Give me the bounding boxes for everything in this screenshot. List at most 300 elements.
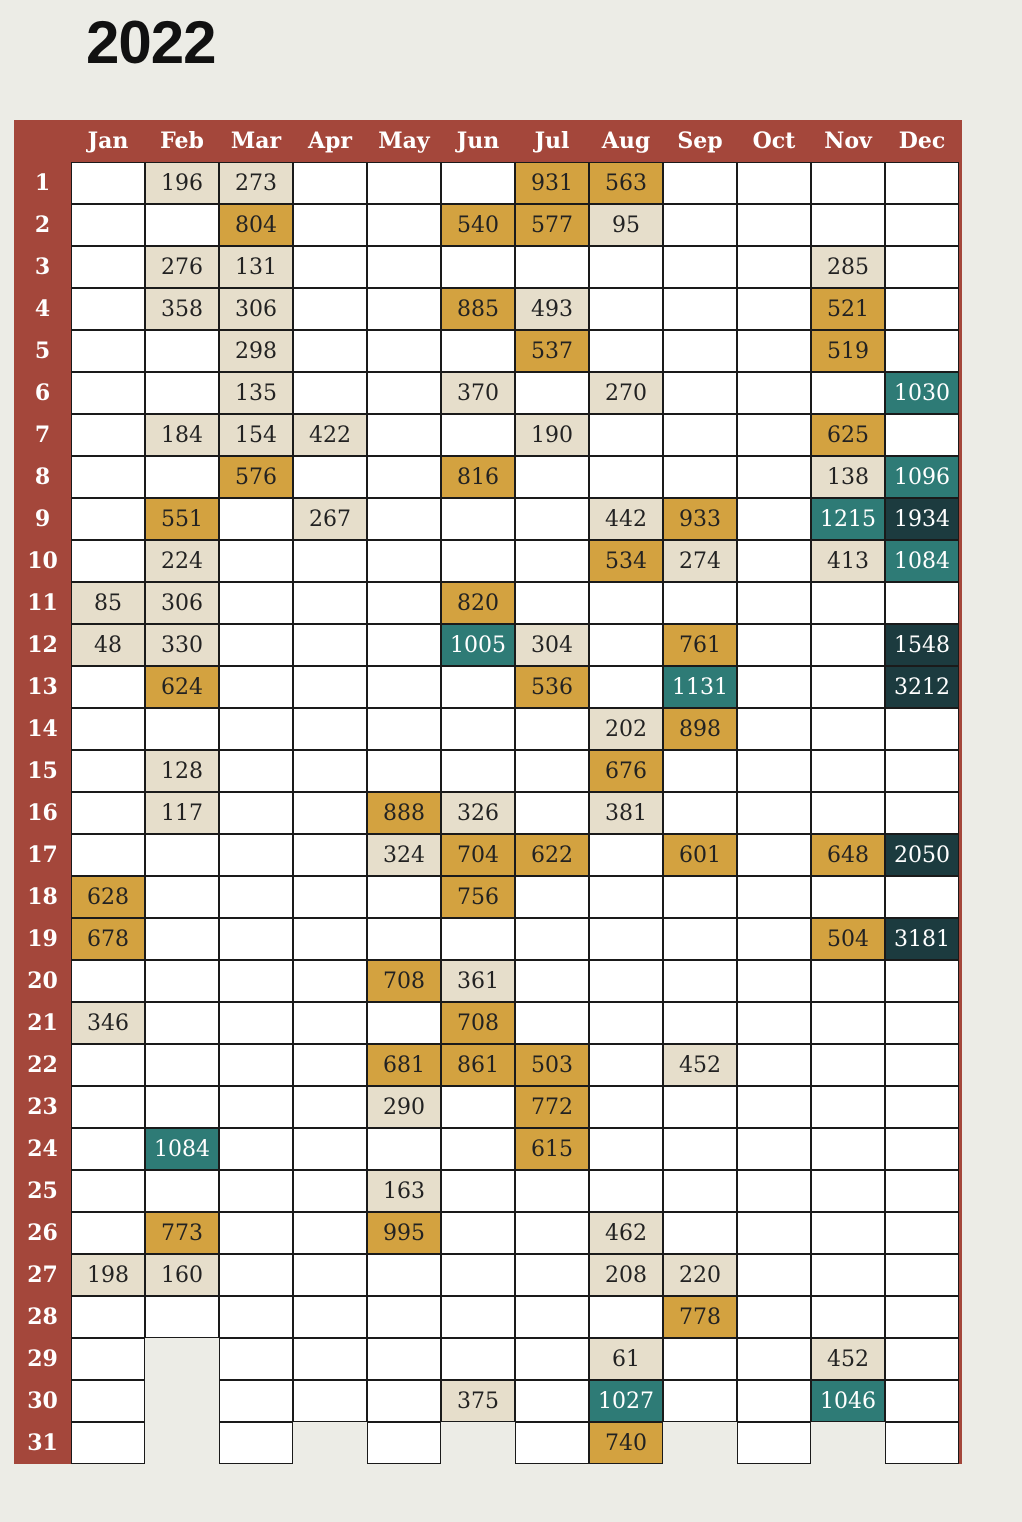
month-header: Aug: [601, 128, 651, 154]
heatmap-cell-value: 163: [367, 1170, 441, 1212]
heatmap-cell-value: 1548: [885, 624, 959, 666]
heatmap-cell-empty: [219, 1338, 293, 1380]
heatmap-cell-empty: [515, 1254, 589, 1296]
day-label: 31: [27, 1430, 58, 1456]
heatmap-cell-empty: [71, 1128, 145, 1170]
heatmap-cell-empty: [367, 1002, 441, 1044]
heatmap-cell-empty: [589, 288, 663, 330]
heatmap-cell-value: 995: [367, 1212, 441, 1254]
heatmap-cell-empty: [737, 1002, 811, 1044]
heatmap-cell-empty: [515, 1422, 589, 1464]
heatmap-cell-empty: [219, 960, 293, 1002]
heatmap-cell-value: 628: [71, 876, 145, 918]
heatmap-cell-empty: [589, 960, 663, 1002]
heatmap-cell-empty: [589, 1002, 663, 1044]
day-label: 2: [34, 212, 51, 238]
heatmap-cell-value: 208: [589, 1254, 663, 1296]
heatmap-cell-empty: [367, 1296, 441, 1338]
heatmap-cell-empty: [885, 330, 959, 372]
heatmap-cell-empty: [71, 414, 145, 456]
heatmap-cell-value: 861: [441, 1044, 515, 1086]
heatmap-cell-empty: [737, 918, 811, 960]
heatmap-cell-empty: [367, 750, 441, 792]
heatmap-cell-value: 306: [219, 288, 293, 330]
heatmap-cell-empty: [589, 414, 663, 456]
heatmap-cell-empty: [293, 1338, 367, 1380]
heatmap-cell-empty: [737, 498, 811, 540]
heatmap-cell-empty: [737, 456, 811, 498]
heatmap-cell-empty: [293, 456, 367, 498]
heatmap-cell-empty: [71, 960, 145, 1002]
day-label: 20: [27, 968, 58, 994]
heatmap-cell-empty: [219, 1422, 293, 1464]
heatmap-cell-empty: [811, 960, 885, 1002]
heatmap-cell-empty: [441, 918, 515, 960]
heatmap-cell-value: 154: [219, 414, 293, 456]
heatmap-cell-empty: [811, 792, 885, 834]
day-label: 16: [27, 800, 58, 826]
heatmap-cell-empty: [737, 1380, 811, 1422]
heatmap-cell-empty: [885, 582, 959, 624]
heatmap-cell-empty: [219, 918, 293, 960]
heatmap-cell-empty: [811, 162, 885, 204]
heatmap-cell-empty: [71, 1296, 145, 1338]
heatmap-cell-empty: [71, 1422, 145, 1464]
heatmap-cell-value: 1084: [885, 540, 959, 582]
day-label: 3: [34, 254, 51, 280]
heatmap-cell-empty: [589, 624, 663, 666]
heatmap-cell-empty: [293, 246, 367, 288]
heatmap-cell-empty: [145, 834, 219, 876]
heatmap-cell-empty: [441, 414, 515, 456]
heatmap-cell-empty: [737, 1296, 811, 1338]
heatmap-cell-empty: [663, 918, 737, 960]
heatmap-cell-empty: [737, 876, 811, 918]
heatmap-cell-empty: [885, 162, 959, 204]
heatmap-cell-empty: [71, 288, 145, 330]
heatmap-cell-value: 1030: [885, 372, 959, 414]
heatmap-cell-empty: [515, 582, 589, 624]
heatmap-cell-empty: [145, 456, 219, 498]
chart-title: 2022: [86, 9, 216, 76]
heatmap-cell-empty: [737, 540, 811, 582]
heatmap-cell-empty: [589, 1296, 663, 1338]
heatmap-cell-empty: [515, 1380, 589, 1422]
heatmap-cell-empty: [293, 834, 367, 876]
heatmap-cell-empty: [737, 1212, 811, 1254]
heatmap-cell-value: 577: [515, 204, 589, 246]
month-header: Jul: [534, 128, 570, 154]
month-header: Oct: [752, 128, 796, 154]
heatmap-cell-value: 551: [145, 498, 219, 540]
heatmap-cell-empty: [811, 1086, 885, 1128]
heatmap-cell-empty: [145, 708, 219, 750]
heatmap-cell-empty: [811, 582, 885, 624]
heatmap-cell-empty: [737, 666, 811, 708]
heatmap-cell-empty: [441, 1254, 515, 1296]
day-label: 6: [34, 380, 51, 406]
heatmap-cell-empty: [663, 330, 737, 372]
heatmap-cell-value: 678: [71, 918, 145, 960]
heatmap-cell-value: 330: [145, 624, 219, 666]
heatmap-cell-empty: [71, 1044, 145, 1086]
heatmap-cell-empty: [219, 834, 293, 876]
heatmap-cell-empty: [737, 1422, 811, 1464]
heatmap-cell-empty: [663, 204, 737, 246]
heatmap-cell-value: 220: [663, 1254, 737, 1296]
heatmap-cell-value: 885: [441, 288, 515, 330]
heatmap-cell-empty: [219, 498, 293, 540]
heatmap-cell-empty: [737, 330, 811, 372]
heatmap-cell-value: 276: [145, 246, 219, 288]
heatmap-cell-empty: [367, 204, 441, 246]
heatmap-cell-value: 615: [515, 1128, 589, 1170]
heatmap-cell-empty: [293, 792, 367, 834]
heatmap-cell-empty: [663, 246, 737, 288]
heatmap-cell-empty: [293, 666, 367, 708]
heatmap-cell-value: 804: [219, 204, 293, 246]
heatmap-cell-value: 816: [441, 456, 515, 498]
heatmap-cell-value: 1084: [145, 1128, 219, 1170]
heatmap-cell-empty: [885, 960, 959, 1002]
heatmap-cell-empty: [663, 792, 737, 834]
heatmap-cell-value: 1005: [441, 624, 515, 666]
heatmap-cell-empty: [885, 246, 959, 288]
heatmap-cell-empty: [811, 624, 885, 666]
heatmap-cell-value: 298: [219, 330, 293, 372]
heatmap-cell-empty: [515, 708, 589, 750]
heatmap-cell-empty: [663, 1002, 737, 1044]
heatmap-cell-empty: [515, 918, 589, 960]
heatmap-cell-empty: [737, 1128, 811, 1170]
heatmap-cell-value: 537: [515, 330, 589, 372]
heatmap-cell-empty: [145, 204, 219, 246]
heatmap-cell-empty: [441, 1296, 515, 1338]
heatmap-cell-value: 540: [441, 204, 515, 246]
heatmap-cell-empty: [219, 540, 293, 582]
heatmap-cell-empty: [663, 414, 737, 456]
heatmap-cell-value: 462: [589, 1212, 663, 1254]
heatmap-cell-empty: [885, 1422, 959, 1464]
heatmap-cell-empty: [885, 1170, 959, 1212]
heatmap-cell-empty: [885, 288, 959, 330]
heatmap-cell-value: 413: [811, 540, 885, 582]
heatmap-cell-empty: [737, 372, 811, 414]
heatmap-cell-empty: [663, 1170, 737, 1212]
heatmap-cell-value: 576: [219, 456, 293, 498]
empty-slot: [145, 1422, 219, 1464]
heatmap-cell-empty: [293, 372, 367, 414]
heatmap-cell-empty: [515, 1296, 589, 1338]
heatmap-cell-value: 324: [367, 834, 441, 876]
heatmap-cell-value: 273: [219, 162, 293, 204]
month-header: Jan: [87, 128, 129, 154]
heatmap-cell-value: 1027: [589, 1380, 663, 1422]
heatmap-cell-empty: [293, 330, 367, 372]
heatmap-cell-empty: [885, 750, 959, 792]
heatmap-cell-empty: [219, 1296, 293, 1338]
heatmap-cell-value: 128: [145, 750, 219, 792]
heatmap-cell-empty: [885, 708, 959, 750]
heatmap-cell-value: 138: [811, 456, 885, 498]
heatmap-cell-value: 48: [71, 624, 145, 666]
heatmap-cell-value: 708: [367, 960, 441, 1002]
empty-slot: [663, 1422, 737, 1464]
empty-slot: [145, 1338, 219, 1380]
heatmap-cell-value: 361: [441, 960, 515, 1002]
heatmap-cell-empty: [811, 666, 885, 708]
heatmap-cell-value: 61: [589, 1338, 663, 1380]
heatmap-cell-empty: [219, 1380, 293, 1422]
heatmap-cell-empty: [219, 1002, 293, 1044]
heatmap-cell-empty: [293, 540, 367, 582]
heatmap-cell-empty: [885, 1044, 959, 1086]
day-label: 27: [27, 1262, 58, 1288]
heatmap-cell-empty: [219, 792, 293, 834]
heatmap-cell-value: 534: [589, 540, 663, 582]
heatmap-cell-empty: [441, 708, 515, 750]
heatmap-cell-empty: [367, 624, 441, 666]
heatmap-cell-value: 503: [515, 1044, 589, 1086]
heatmap-cell-value: 270: [589, 372, 663, 414]
heatmap-cell-empty: [293, 708, 367, 750]
heatmap-cell-empty: [293, 750, 367, 792]
heatmap-cell-value: 624: [145, 666, 219, 708]
heatmap-cell-empty: [71, 834, 145, 876]
heatmap-cell-empty: [293, 1128, 367, 1170]
heatmap-cell-empty: [219, 1254, 293, 1296]
heatmap-cell-empty: [737, 1338, 811, 1380]
heatmap-cell-empty: [145, 1296, 219, 1338]
heatmap-cell-empty: [145, 960, 219, 1002]
heatmap-cell-empty: [515, 1002, 589, 1044]
heatmap-cell-empty: [219, 582, 293, 624]
heatmap-cell-value: 452: [663, 1044, 737, 1086]
heatmap-cell-value: 772: [515, 1086, 589, 1128]
heatmap-cell-empty: [219, 750, 293, 792]
heatmap-cell-empty: [515, 372, 589, 414]
day-label: 9: [34, 506, 51, 532]
day-label: 19: [27, 926, 58, 952]
heatmap-cell-empty: [515, 750, 589, 792]
heatmap-cell-empty: [367, 1380, 441, 1422]
heatmap-cell-empty: [367, 288, 441, 330]
heatmap-cell-empty: [737, 960, 811, 1002]
heatmap-cell-value: 135: [219, 372, 293, 414]
day-label: 13: [27, 674, 58, 700]
heatmap-cell-empty: [811, 708, 885, 750]
heatmap-cell-value: 761: [663, 624, 737, 666]
heatmap-cell-empty: [737, 834, 811, 876]
day-label: 8: [34, 464, 51, 490]
heatmap-cell-empty: [145, 876, 219, 918]
heatmap-cell-empty: [885, 204, 959, 246]
heatmap-cell-value: 95: [589, 204, 663, 246]
heatmap-cell-value: 778: [663, 1296, 737, 1338]
heatmap-cell-empty: [441, 540, 515, 582]
heatmap-cell-empty: [885, 792, 959, 834]
heatmap-cell-empty: [663, 288, 737, 330]
heatmap-cell-value: 184: [145, 414, 219, 456]
heatmap-cell-empty: [71, 540, 145, 582]
heatmap-cell-empty: [145, 1170, 219, 1212]
heatmap-cell-empty: [663, 960, 737, 1002]
heatmap-cell-empty: [885, 1086, 959, 1128]
heatmap-cell-empty: [811, 1002, 885, 1044]
empty-slot: [811, 1422, 885, 1464]
heatmap-cell-empty: [515, 1170, 589, 1212]
heatmap-cell-value: 625: [811, 414, 885, 456]
heatmap-cell-empty: [663, 1086, 737, 1128]
heatmap-cell-empty: [441, 1338, 515, 1380]
heatmap-cell-value: 622: [515, 834, 589, 876]
heatmap-cell-value: 196: [145, 162, 219, 204]
heatmap-cell-value: 285: [811, 246, 885, 288]
heatmap-cell-empty: [71, 372, 145, 414]
heatmap-cell-value: 2050: [885, 834, 959, 876]
heatmap-cell-empty: [71, 1086, 145, 1128]
heatmap-cell-value: 1096: [885, 456, 959, 498]
heatmap-cell-empty: [145, 330, 219, 372]
heatmap-cell-value: 676: [589, 750, 663, 792]
heatmap-cell-empty: [367, 498, 441, 540]
empty-slot: [293, 1422, 367, 1464]
day-label: 4: [34, 296, 51, 322]
heatmap-cell-empty: [811, 750, 885, 792]
heatmap-cell-empty: [737, 1086, 811, 1128]
heatmap-cell-empty: [663, 1338, 737, 1380]
heatmap-cell-empty: [367, 372, 441, 414]
heatmap-cell-value: 3181: [885, 918, 959, 960]
heatmap-cell-value: 442: [589, 498, 663, 540]
heatmap-cell-empty: [293, 1044, 367, 1086]
heatmap-cell-empty: [219, 624, 293, 666]
heatmap-cell-empty: [589, 876, 663, 918]
heatmap-cell-empty: [589, 666, 663, 708]
heatmap-cell-empty: [811, 1128, 885, 1170]
heatmap-cell-empty: [367, 1128, 441, 1170]
month-header: Mar: [230, 128, 282, 154]
day-label: 11: [27, 590, 58, 616]
heatmap-cell-empty: [71, 792, 145, 834]
empty-slot: [145, 1380, 219, 1422]
heatmap-cell-empty: [589, 918, 663, 960]
heatmap-cell-value: 304: [515, 624, 589, 666]
heatmap-cell-value: 648: [811, 834, 885, 876]
heatmap-cell-empty: [663, 582, 737, 624]
heatmap-cell-value: 563: [589, 162, 663, 204]
heatmap-cell-value: 117: [145, 792, 219, 834]
heatmap-cell-empty: [737, 792, 811, 834]
heatmap-cell-empty: [293, 1212, 367, 1254]
heatmap-cell-empty: [589, 246, 663, 288]
heatmap-cell-empty: [219, 1212, 293, 1254]
heatmap-cell-empty: [441, 1212, 515, 1254]
heatmap-cell-empty: [293, 1002, 367, 1044]
heatmap-cell-empty: [367, 456, 441, 498]
heatmap-cell-value: 202: [589, 708, 663, 750]
month-header: Jun: [456, 128, 500, 154]
month-header: Nov: [824, 128, 872, 154]
heatmap-cell-empty: [737, 1044, 811, 1086]
heatmap-cell-empty: [219, 1086, 293, 1128]
day-label: 25: [27, 1178, 58, 1204]
heatmap-cell-value: 521: [811, 288, 885, 330]
heatmap-cell-empty: [515, 540, 589, 582]
heatmap-cell-empty: [737, 582, 811, 624]
heatmap-cell-empty: [811, 1044, 885, 1086]
heatmap-cell-empty: [145, 1086, 219, 1128]
heatmap-cell-empty: [219, 1128, 293, 1170]
heatmap-cell-empty: [885, 414, 959, 456]
heatmap-cell-empty: [663, 372, 737, 414]
day-label: 1: [34, 170, 51, 196]
heatmap-cell-empty: [589, 1170, 663, 1212]
heatmap-cell-value: 375: [441, 1380, 515, 1422]
day-label: 5: [34, 338, 51, 364]
heatmap-cell-empty: [441, 246, 515, 288]
empty-slot: [441, 1422, 515, 1464]
heatmap-cell-empty: [663, 1128, 737, 1170]
heatmap-cell-empty: [145, 1002, 219, 1044]
heatmap-cell-empty: [293, 1296, 367, 1338]
heatmap-cell-empty: [367, 918, 441, 960]
heatmap-cell-value: 274: [663, 540, 737, 582]
heatmap-cell-empty: [737, 162, 811, 204]
heatmap-cell-value: 536: [515, 666, 589, 708]
heatmap-cell-value: 601: [663, 834, 737, 876]
heatmap-cell-value: 290: [367, 1086, 441, 1128]
heatmap-cell-empty: [293, 918, 367, 960]
day-label: 28: [27, 1304, 58, 1330]
heatmap-cell-empty: [441, 1086, 515, 1128]
heatmap-cell-empty: [589, 1044, 663, 1086]
heatmap-cell-empty: [515, 792, 589, 834]
heatmap-cell-empty: [663, 1380, 737, 1422]
heatmap-cell-empty: [71, 246, 145, 288]
day-label: 21: [27, 1010, 58, 1036]
day-label: 18: [27, 884, 58, 910]
heatmap-cell-empty: [441, 1128, 515, 1170]
heatmap-cell-empty: [811, 876, 885, 918]
heatmap-cell-empty: [515, 498, 589, 540]
heatmap-cell-empty: [737, 246, 811, 288]
heatmap-cell-value: 306: [145, 582, 219, 624]
heatmap-cell-empty: [367, 246, 441, 288]
heatmap-cell-empty: [515, 246, 589, 288]
heatmap-cell-value: 681: [367, 1044, 441, 1086]
day-label: 14: [27, 716, 58, 742]
heatmap-cell-value: 704: [441, 834, 515, 876]
heatmap-cell-value: 1131: [663, 666, 737, 708]
heatmap-cell-empty: [737, 1254, 811, 1296]
heatmap-cell-value: 370: [441, 372, 515, 414]
heatmap-cell-empty: [663, 162, 737, 204]
month-header: Dec: [898, 128, 946, 154]
heatmap-cell-empty: [811, 204, 885, 246]
heatmap-cell-value: 160: [145, 1254, 219, 1296]
heatmap-cell-empty: [515, 876, 589, 918]
heatmap-cell-empty: [589, 1128, 663, 1170]
heatmap-cell-empty: [811, 1212, 885, 1254]
heatmap-cell-empty: [811, 1296, 885, 1338]
heatmap-cell-empty: [71, 456, 145, 498]
heatmap-cell-empty: [515, 960, 589, 1002]
heatmap-cell-empty: [367, 414, 441, 456]
heatmap-cell-empty: [885, 1254, 959, 1296]
heatmap-cell-value: 519: [811, 330, 885, 372]
heatmap-cell-empty: [367, 876, 441, 918]
